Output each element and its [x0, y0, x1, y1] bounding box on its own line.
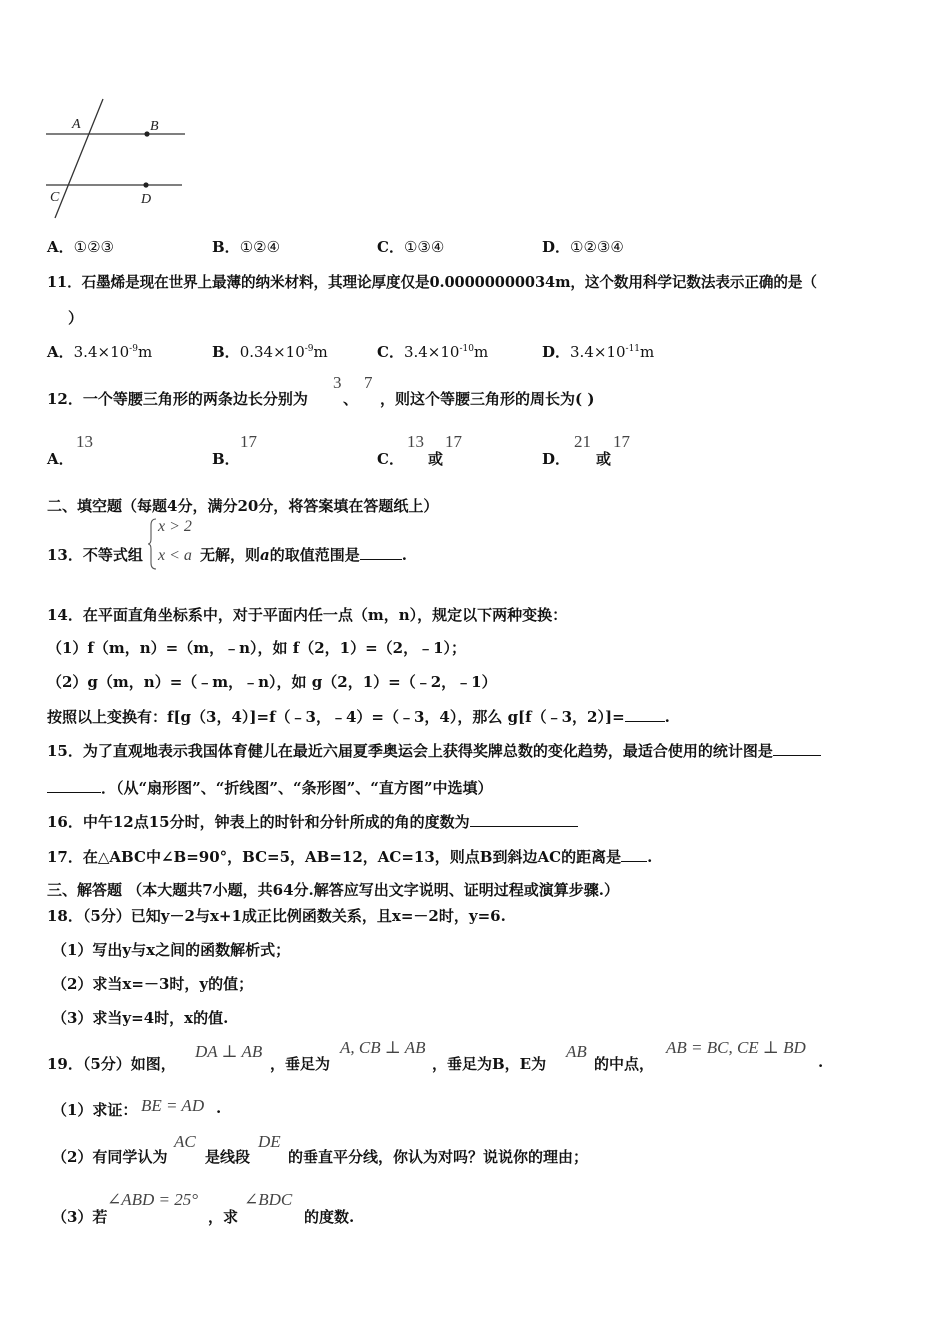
q12-side-2: 7: [364, 373, 373, 392]
q13-brace: [148, 517, 158, 571]
q10-option-d: D．①②③④: [542, 238, 624, 256]
q19-stem-5: .: [818, 1053, 824, 1071]
q13-answer-blank[interactable]: [360, 545, 402, 560]
q19-part-3-c: 的度数.: [304, 1208, 355, 1226]
q19-part-1-end: .: [216, 1099, 222, 1117]
q14-answer-blank[interactable]: [625, 707, 665, 722]
q17-stem: 17．在△ABC中∠B=90°，BC=5，AB=12，AC=13，则点B到斜边AC的距离是 .: [47, 848, 653, 866]
q19-part-1-math: BE = AD: [141, 1096, 205, 1115]
label-a: A: [72, 117, 81, 132]
q12-option-d-value-2: 17: [613, 432, 630, 451]
label-b: B: [150, 119, 159, 134]
label-d: D: [141, 192, 152, 207]
q15-tail: ．（从“扇形图”、“折线图”、“条形图”、“直方图”中选填）: [47, 777, 493, 798]
q11-stem: 11．石墨烯是现在世界上最薄的纳米材料，其理论厚度仅是0.00000000034m，这个数用科学记数法表示正确的是（: [47, 274, 817, 291]
q19-part-2-math-2: DE: [258, 1132, 281, 1151]
label-c: C: [50, 190, 60, 205]
parallel-lines-figure: [40, 95, 190, 225]
q19-stem-1: 19．（5分）如图，: [47, 1055, 176, 1073]
q12-side-1: 3: [333, 373, 342, 392]
q10-option-c: C．①③④: [377, 238, 445, 256]
q11-stem-close: ）: [68, 309, 84, 327]
q13-number: 13．不等式组: [47, 546, 143, 564]
q12-option-c-value-1: 13: [407, 432, 424, 451]
q14-stem: 14．在平面直角坐标系中，对于平面内任一点（m，n），规定以下两种变换：: [47, 606, 568, 624]
q12-option-d-key: D．: [542, 450, 571, 468]
q12-option-d-or: 或: [596, 450, 612, 468]
q19-part-2-b: 是线段: [205, 1148, 251, 1166]
q16-answer-blank[interactable]: [470, 812, 578, 827]
q19-part-3-math-1: ∠ABD = 25°: [107, 1190, 199, 1209]
q18-part-1: （1）写出y与x之间的函数解析式；: [52, 941, 291, 959]
q11-option-c: C．$3.4\times 10^{-10}m$: [377, 343, 489, 361]
q12-stem-b: ，则这个等腰三角形的周长为( ): [380, 390, 595, 408]
q14-rule-2: （2）g（m，n）=（﹣m，﹣n），如 g（2，1）=（﹣2，﹣1）: [47, 673, 497, 691]
section-3-heading: 三、解答题 （本大题共7小题，共64分.解答应写出文字说明、证明过程或演算步骤.）: [47, 881, 619, 899]
q19-part-2-math-1: AC: [174, 1132, 196, 1151]
q19-part-2-c: 的垂直平分线，你认为对吗？说说你的理由；: [288, 1148, 589, 1166]
q19-math-4: AB = BC, CE ⊥ BD: [666, 1038, 806, 1057]
q19-math-3: AB: [566, 1042, 587, 1061]
q19-part-3-math-2: ∠BDC: [244, 1190, 293, 1209]
q12-option-b-value: 17: [240, 432, 257, 451]
q15-answer-blank-2[interactable]: [47, 778, 101, 793]
q12-option-c-or: 或: [428, 450, 444, 468]
q12-option-c-value-2: 17: [445, 432, 462, 451]
q15-answer-blank-1[interactable]: [773, 741, 821, 756]
section-2-heading: 二、填空题（每题4分，满分20分，将答案填在答题纸上）: [47, 497, 439, 515]
q11-option-a: A．$3.4\times 10^{-9}m$: [47, 343, 153, 361]
q16-stem: 16．中午12点15分时，钟表上的时针和分针所成的角的度数为: [47, 811, 578, 832]
q18-part-2: （2）求当x=－3时，y的值；: [52, 975, 254, 993]
q10-option-b: B．①②④: [212, 238, 281, 256]
q18-part-3: （3）求当y=4时，x的值.: [52, 1009, 229, 1027]
q12-option-a-key: A．: [47, 450, 74, 468]
q12-option-a-value: 13: [76, 432, 93, 451]
q12-option-c-key: C．: [377, 450, 404, 468]
q19-part-3-b: ，求: [208, 1208, 239, 1226]
q12-sep: 、: [343, 390, 359, 408]
q14-question: 按照以上变换有：f[g（3，4）]=f（﹣3，﹣4）=（﹣3，4），那么 g[f（﹣3，2）]= .: [47, 708, 670, 726]
q17-answer-blank[interactable]: [621, 847, 647, 862]
q19-stem-4: 的中点，: [594, 1055, 655, 1073]
q12-option-d-value-1: 21: [574, 432, 591, 451]
q12-option-b-key: B．: [212, 450, 240, 468]
q19-math-2: A, CB ⊥ AB: [340, 1038, 426, 1057]
q12-stem-a: 12．一个等腰三角形的两条边长分别为: [47, 390, 308, 408]
q19-math-1: DA ⊥ AB: [195, 1042, 263, 1061]
q13-inequality-1: x > 2: [158, 518, 192, 535]
q15-stem: 15．为了直观地表示我国体育健儿在最近六届夏季奥运会上获得奖牌总数的变化趋势，最适合使用的统计图是: [47, 740, 821, 761]
q19-part-3-a: （3）若: [52, 1208, 108, 1226]
q13-text: 无解，则a的取值范围是 .: [200, 546, 407, 564]
q11-option-d: D．$3.4\times 10^{-11}m$: [542, 343, 655, 361]
q19-part-1-label: （1）求证：: [52, 1101, 138, 1119]
q18-stem: 18．（5分）已知y－2与x+1成正比例函数关系，且x=－2时，y=6.: [47, 907, 506, 925]
point-b: [144, 131, 149, 136]
q19-stem-2: ，垂足为: [270, 1055, 331, 1073]
q19-part-2-a: （2）有同学认为: [52, 1148, 168, 1166]
point-d: [143, 182, 148, 187]
q10-option-a: A．①②③: [47, 238, 114, 256]
q14-rule-1: （1）f（m，n）=（m，﹣n），如 f（2，1）=（2，﹣1）；: [47, 639, 467, 657]
q19-stem-3: ，垂足为B，E为: [432, 1055, 547, 1073]
q11-option-b: B．$0.34\times 10^{-9}m$: [212, 343, 328, 361]
q13-inequality-2: x < a: [158, 547, 192, 564]
